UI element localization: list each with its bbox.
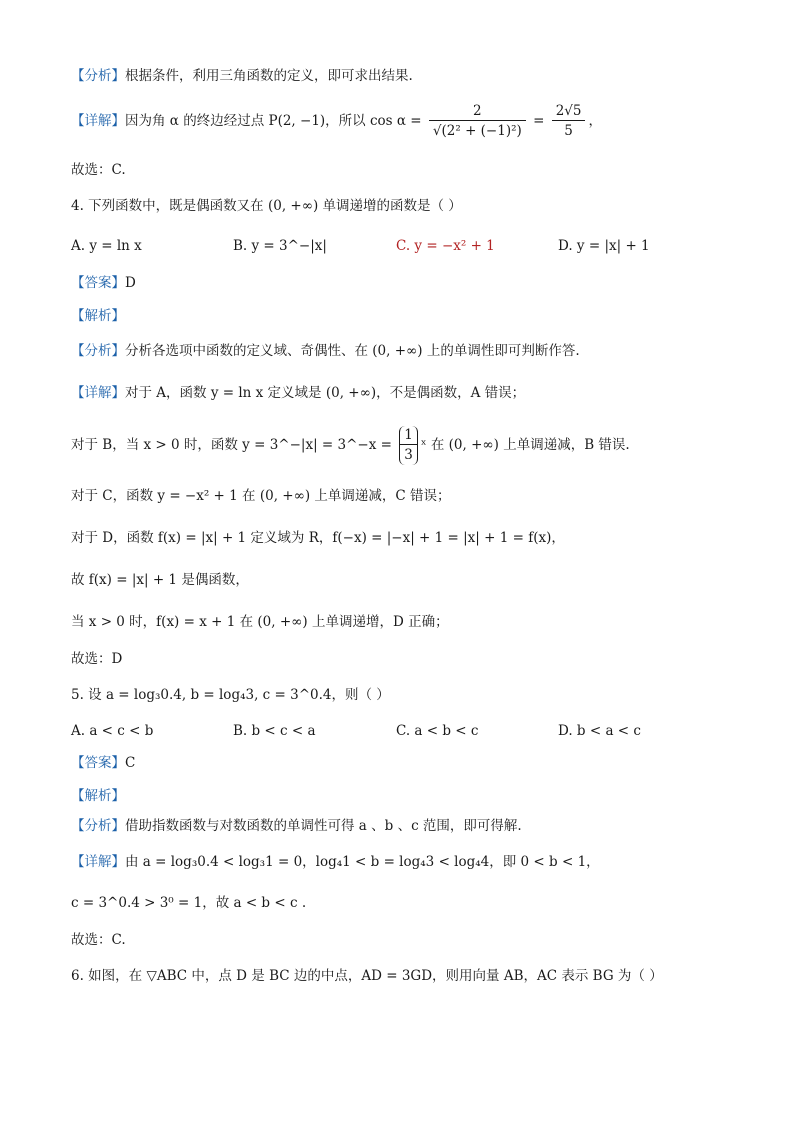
analysis-line-1 (71, 66, 413, 86)
q4-detail-a (71, 383, 525, 403)
q5-option-d: D. b < a < c (558, 723, 641, 739)
xj-b-text-2: ˣ 在 (0, +∞) 上单调递减，B 错误. (420, 437, 630, 453)
q5-stem: 5. 设 a = log₃0.4, b = log₄3, c = 3^0.4，则（ ） (71, 687, 390, 703)
conclusion-line-1: 故选：C. (71, 162, 126, 178)
xj-tag: 【详解】 (71, 854, 125, 870)
q5-answer (71, 753, 135, 773)
q5-option-b: B. b < c < a (233, 723, 316, 739)
equals-sign: = (533, 113, 545, 129)
q5-conclusion: 故选：C. (71, 932, 126, 948)
answer-value: D (125, 275, 136, 291)
fraction-1: $\frac{2}{\text{√(2² + (−1)²)}}$ (429, 102, 526, 141)
q4-option-a: A. y = ln x (71, 238, 142, 254)
q4-detail-d3: 当 x > 0 时，f(x) = x + 1 在 (0, +∞) 上单调递增，D 正确； (71, 614, 449, 630)
q4-fx (71, 341, 580, 361)
xj-a-text: 对于 A，函数 y = ln x 定义域是 (0, +∞)，不是偶函数，A 错误； (125, 385, 526, 401)
q5-analysis-tag: 【解析】 (71, 788, 125, 804)
q5-option-c: C. a < b < c (396, 723, 479, 739)
q5-fx (71, 816, 522, 836)
fx-text: 借助指数函数与对数函数的单调性可得 a 、b 、c 范围，即可得解. (125, 818, 522, 834)
fx-tag: 【分析】 (71, 818, 125, 834)
q5-detail-1 (71, 852, 600, 872)
fx-tag: 【分析】 (71, 343, 125, 359)
detail-text: 因为角 α 的终边经过点 P(2, −1)，所以 cos α = (125, 113, 422, 129)
fraction-2: $\frac{2√5}{5}$ (552, 102, 586, 141)
q4-option-c: C. y = −x² + 1 (396, 238, 495, 254)
q4-detail-c: 对于 C，函数 y = −x² + 1 在 (0, +∞) 上单调递减，C 错误； (71, 488, 451, 504)
q4-option-b: B. y = 3^−|x| (233, 238, 327, 254)
analysis-text: 根据条件，利用三角函数的定义，即可求出结果. (125, 68, 413, 84)
xj-b-text: 对于 B，当 x > 0 时，函数 y = 3^−|x| = 3^−x = (71, 437, 392, 453)
xj-text-1: 由 a = log₃0.4 < log₃1 = 0，log₄1 < b = log₄3 < log₄4，即 0 < b < 1， (125, 854, 600, 870)
fx-text: 分析各选项中函数的定义域、奇偶性、在 (0, +∞) 上的单调性即可判断作答. (125, 343, 580, 359)
fraction-one-third: $\frac{1}{3}$ (399, 426, 418, 465)
detail-line-1 (71, 102, 602, 141)
q5-detail-2: c = 3^0.4 > 3⁰ = 1，故 a < b < c . (71, 895, 307, 911)
punct: ， (588, 113, 602, 129)
q4-detail-d2: 故 f(x) = |x| + 1 是偶函数， (71, 572, 249, 588)
q4-analysis-tag: 【解析】 (71, 308, 125, 324)
q4-answer (71, 273, 136, 293)
analysis-tag: 【分析】 (71, 68, 125, 84)
q4-option-d: D. y = |x| + 1 (558, 238, 650, 254)
detail-tag: 【详解】 (71, 113, 125, 129)
answer-tag: 【答案】 (71, 275, 125, 291)
q4-stem: 4. 下列函数中，既是偶函数又在 (0, +∞) 单调递增的函数是（ ） (71, 198, 462, 214)
q4-conclusion: 故选：D (71, 651, 123, 667)
xj-tag: 【详解】 (71, 385, 125, 401)
answer-value: C (125, 755, 136, 771)
q5-option-a: A. a < c < b (71, 723, 154, 739)
q6-stem: 6. 如图，在 ▽ABC 中，点 D 是 BC 边的中点，AD = 3GD，则用向量 AB，AC 表示 BG 为（ ） (71, 968, 663, 984)
answer-tag: 【答案】 (71, 755, 125, 771)
q4-detail-b (71, 426, 630, 465)
q4-detail-d1: 对于 D，函数 f(x) = |x| + 1 定义域为 R，f(−x) = |−x| + 1 = |x| + 1 = f(x)， (71, 530, 565, 546)
